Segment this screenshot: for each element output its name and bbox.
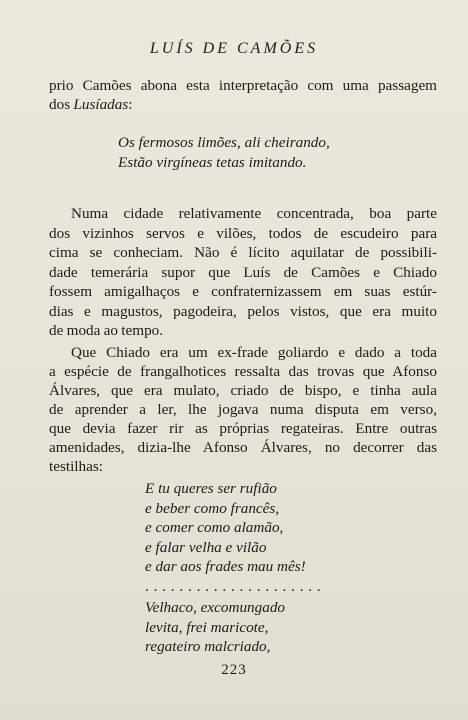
verse-quote-trovas [145,479,321,596]
ellipsis-line: . . . . . . . . . . . . . . . . . . . . . [145,577,322,595]
running-header: LUÍS DE CAMÕES [149,40,319,57]
page-number: 223 [221,662,247,678]
book-title: Lusíadas [73,96,129,113]
paragraph-chiado [49,343,437,476]
verse-line: Os fermosos limões, ali cheirando, [118,134,330,151]
paragraph-city [49,204,437,341]
text-line: amenidades, dizia-lhe Afonso Álvares, no decorrer das [49,439,437,456]
text-line: fossem amigalhaços e confraternizassem em suas estúr- [49,283,437,300]
verse-quote-insults [145,598,285,657]
verse-line: e dar aos frades mau mês! [145,558,306,575]
text-line: Numa cidade relativamente concentrada, boa parte [71,205,437,222]
verse-line: e comer como alamão, [145,519,284,536]
verse-line: e beber como francês, [145,499,280,517]
verse-quote-lusiadas [118,133,330,173]
text-line: a espécie de frangalhotices ressalta das trovas que Afonso [49,363,437,380]
text-line: Que Chiado era um ex-frade goliardo e dado a toda [71,344,437,361]
text-line: de aprender a ler, lhe jogava numa disputa em verso, [49,401,437,418]
text-line: testilhas: [49,458,103,475]
verse-line: levita, frei maricote, [145,618,269,636]
text-line [49,95,437,114]
text-line: dos vizinhos servos e vilões, todos de escudeiro para [49,224,437,242]
verse-line: Velhaco, excomungado [145,599,286,616]
text-line: cima se conheciam. Não é lícito aquilatar de possibili- [49,244,437,261]
text-line: Álvares, que era mulato, criado de bispo, e tinha aula [49,382,437,399]
text-line: dade temerária supor que Luís de Camões e Chiado [49,263,437,281]
verse-line: regateiro malcriado, [145,638,271,655]
text-fragment: : [128,96,133,113]
text-line: de moda ao tempo. [49,322,164,339]
text-line: que devia fazer rir as próprias regateiras. Entre outras [49,420,437,437]
text-line: prio Camões abona esta interpretação com uma passagem [49,77,437,94]
paragraph-continuation [49,76,437,114]
verse-line: E tu queres ser rufião [145,480,277,497]
verse-line: Estão virgíneas tetas imitando. [118,154,307,171]
text-fragment: dos [49,96,74,113]
text-line: dias e magustos, pagodeira, pelos vistos, que era muito [49,302,437,320]
verse-line: e falar velha e vilão [145,538,267,556]
